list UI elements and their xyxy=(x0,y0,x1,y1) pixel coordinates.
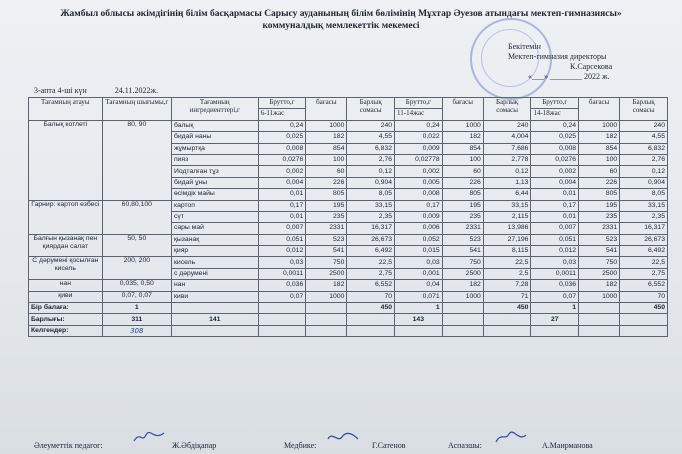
price-3: 2500 xyxy=(579,268,620,279)
gross-3: 0,24 xyxy=(531,120,579,131)
shipment-value: 308 xyxy=(102,325,171,336)
sum-3: 2,75 xyxy=(620,268,668,279)
age-group-2: 11-14жас xyxy=(395,109,443,120)
sum-1: 70 xyxy=(347,291,395,302)
per-child-sum-3: 450 xyxy=(620,303,668,314)
table-row xyxy=(29,200,668,211)
total-yield: 311 xyxy=(102,314,171,325)
sum-3: 2,76 xyxy=(620,154,668,165)
dish-name: Гарнир: картоп езбесі xyxy=(29,200,103,234)
price-1: 541 xyxy=(306,246,347,257)
gross-1: 0,007 xyxy=(258,223,306,234)
price-2: 805 xyxy=(442,189,483,200)
sum-1: 2,35 xyxy=(347,211,395,222)
sum-1: 6,492 xyxy=(347,246,395,257)
sum-2: 2,778 xyxy=(483,154,531,165)
price-3: 100 xyxy=(579,154,620,165)
sum-2: 27,196 xyxy=(483,234,531,245)
gross-1: 0,24 xyxy=(258,120,306,131)
price-2: 195 xyxy=(442,200,483,211)
sum-1: 16,317 xyxy=(347,223,395,234)
total-gross-2: 143 xyxy=(395,314,443,325)
sum-1: 2,76 xyxy=(347,154,395,165)
ingredient: өсімдік майы xyxy=(171,189,258,200)
approval-date: «___» ________ 2022 ж. xyxy=(528,72,610,81)
ingredient: пияз xyxy=(171,154,258,165)
price-1: 523 xyxy=(306,234,347,245)
gross-3: 0,012 xyxy=(531,246,579,257)
sum-2: 240 xyxy=(483,120,531,131)
price-1: 854 xyxy=(306,143,347,154)
sum-3: 8,05 xyxy=(620,189,668,200)
menu-table-body xyxy=(29,120,668,302)
gross-3: 0,051 xyxy=(531,234,579,245)
gross-3: 0,07 xyxy=(531,291,579,302)
header-line-1: Жамбыл облысы әкімдігінің білім басқармасы Сарысу ауданының білім бөлімінің Мұхтар Әуезов атындағы мектеп-гимназиясы» xyxy=(60,9,622,19)
sum-3: 0,904 xyxy=(620,177,668,188)
price-3: 2331 xyxy=(579,223,620,234)
price-2: 1000 xyxy=(442,120,483,131)
ingredient: кисель xyxy=(171,257,258,268)
price-3: 60 xyxy=(579,166,620,177)
gross-1: 0,0011 xyxy=(258,268,306,279)
sum-1: 240 xyxy=(347,120,395,131)
gross-2: 0,005 xyxy=(395,177,443,188)
gross-1: 0,01 xyxy=(258,211,306,222)
header-line-2: коммуналдық мемлекеттік мекемесі xyxy=(262,21,420,31)
price-2: 2500 xyxy=(442,268,483,279)
gross-1: 0,004 xyxy=(258,177,306,188)
document-header xyxy=(0,8,682,32)
price-3: 523 xyxy=(579,234,620,245)
price-3: 235 xyxy=(579,211,620,222)
per-child-sum-2: 450 xyxy=(483,303,531,314)
gross-2: 0,02778 xyxy=(395,154,443,165)
table-row xyxy=(29,234,668,245)
gross-2: 0,17 xyxy=(395,200,443,211)
dish-name: нан xyxy=(29,280,103,291)
dish-yield: 60,80,100 xyxy=(102,200,171,234)
col-price-1: бағасы xyxy=(306,98,347,121)
gross-1: 0,07 xyxy=(258,291,306,302)
gross-3: 0,0011 xyxy=(531,268,579,279)
col-price-2: бағасы xyxy=(442,98,483,121)
sum-3: 26,673 xyxy=(620,234,668,245)
gross-3: 0,03 xyxy=(531,257,579,268)
pedagogue-label: Әлеуметтік педагог: xyxy=(34,441,103,450)
sum-2: 2,115 xyxy=(483,211,531,222)
ingredient: сары май xyxy=(171,223,258,234)
sum-3: 0,12 xyxy=(620,166,668,177)
table-row xyxy=(29,280,668,291)
ingredient: нан xyxy=(171,280,258,291)
sum-1: 33,15 xyxy=(347,200,395,211)
sum-3: 2,35 xyxy=(620,211,668,222)
sum-2: 13,986 xyxy=(483,223,531,234)
cook-label: Аспазшы: xyxy=(448,441,482,450)
col-sum-1: Барлық сомасы xyxy=(347,98,395,121)
gross-3: 0,025 xyxy=(531,132,579,143)
gross-1: 0,17 xyxy=(258,200,306,211)
sum-3: 70 xyxy=(620,291,668,302)
sum-3: 6,492 xyxy=(620,246,668,257)
price-3: 854 xyxy=(579,143,620,154)
price-2: 1000 xyxy=(442,291,483,302)
price-3: 195 xyxy=(579,200,620,211)
per-child-label: Бір балаға: xyxy=(29,303,103,314)
per-child-gross-2: 1 xyxy=(395,303,443,314)
dish-name: Балғын қызанақ пен қиярдан салат xyxy=(29,234,103,257)
col-gross-3: Брутто,г xyxy=(531,98,579,109)
gross-3: 0,036 xyxy=(531,280,579,291)
price-1: 226 xyxy=(306,177,347,188)
sum-3: 16,317 xyxy=(620,223,668,234)
gross-2: 0,009 xyxy=(395,143,443,154)
total-label: Барлығы: xyxy=(29,314,103,325)
gross-2: 0,001 xyxy=(395,268,443,279)
nurse-signature xyxy=(326,429,360,445)
price-1: 1000 xyxy=(306,120,347,131)
ingredient: картоп xyxy=(171,200,258,211)
price-3: 1000 xyxy=(579,291,620,302)
gross-1: 0,002 xyxy=(258,166,306,177)
sum-2: 7,686 xyxy=(483,143,531,154)
table-row xyxy=(29,257,668,268)
sum-3: 6,552 xyxy=(620,280,668,291)
gross-1: 0,025 xyxy=(258,132,306,143)
price-2: 2331 xyxy=(442,223,483,234)
price-2: 182 xyxy=(442,280,483,291)
ingredient: қияр xyxy=(171,246,258,257)
cook-signature xyxy=(494,429,528,445)
sum-2: 33,15 xyxy=(483,200,531,211)
sum-2: 8,115 xyxy=(483,246,531,257)
dish-yield: 50, 50 xyxy=(102,234,171,257)
price-1: 2331 xyxy=(306,223,347,234)
gross-2: 0,052 xyxy=(395,234,443,245)
price-1: 100 xyxy=(306,154,347,165)
price-2: 750 xyxy=(442,257,483,268)
gross-3: 0,0276 xyxy=(531,154,579,165)
price-3: 226 xyxy=(579,177,620,188)
cook-name: А.Маирманова xyxy=(542,441,593,450)
price-3: 182 xyxy=(579,280,620,291)
gross-1: 0,008 xyxy=(258,143,306,154)
per-child-gross-3: 1 xyxy=(531,303,579,314)
sum-1: 8,05 xyxy=(347,189,395,200)
ingredient: с дәрумені xyxy=(171,268,258,279)
price-1: 1000 xyxy=(306,291,347,302)
table-row xyxy=(29,120,668,131)
price-2: 541 xyxy=(442,246,483,257)
total-row xyxy=(29,314,668,325)
price-1: 235 xyxy=(306,211,347,222)
menu-table xyxy=(28,97,668,337)
gross-3: 0,002 xyxy=(531,166,579,177)
price-1: 2500 xyxy=(306,268,347,279)
sum-1: 0,904 xyxy=(347,177,395,188)
price-2: 226 xyxy=(442,177,483,188)
sum-1: 22,5 xyxy=(347,257,395,268)
gross-2: 0,006 xyxy=(395,223,443,234)
price-1: 60 xyxy=(306,166,347,177)
sum-3: 22,5 xyxy=(620,257,668,268)
gross-3: 0,01 xyxy=(531,211,579,222)
sum-1: 0,12 xyxy=(347,166,395,177)
gross-2: 0,24 xyxy=(395,120,443,131)
gross-1: 0,01 xyxy=(258,189,306,200)
gross-2: 0,015 xyxy=(395,246,443,257)
gross-2: 0,009 xyxy=(395,211,443,222)
price-3: 1000 xyxy=(579,120,620,131)
price-2: 854 xyxy=(442,143,483,154)
col-price-3: бағасы xyxy=(579,98,620,121)
sum-2: 4,004 xyxy=(483,132,531,143)
gross-3: 0,008 xyxy=(531,143,579,154)
menu-meta xyxy=(34,86,184,95)
gross-2: 0,008 xyxy=(395,189,443,200)
price-1: 182 xyxy=(306,280,347,291)
sum-2: 0,12 xyxy=(483,166,531,177)
total-ingredient: 141 xyxy=(171,314,258,325)
per-child-row xyxy=(29,303,668,314)
sum-1: 6,552 xyxy=(347,280,395,291)
gross-1: 0,0276 xyxy=(258,154,306,165)
shipment-label: Келгендер: xyxy=(29,325,103,336)
sum-3: 6,832 xyxy=(620,143,668,154)
pedagogue-signature xyxy=(132,429,166,445)
ingredient: сүт xyxy=(171,211,258,222)
table-header-row xyxy=(29,98,668,109)
sum-1: 26,673 xyxy=(347,234,395,245)
price-2: 523 xyxy=(442,234,483,245)
gross-1: 0,051 xyxy=(258,234,306,245)
total-gross-3: 27 xyxy=(531,314,579,325)
gross-1: 0,036 xyxy=(258,280,306,291)
col-gross-2: Брутто,г xyxy=(395,98,443,109)
col-dish: Тағамның атауы xyxy=(29,98,103,121)
gross-2: 0,071 xyxy=(395,291,443,302)
col-gross-1: Брутто,г xyxy=(258,98,306,109)
price-2: 60 xyxy=(442,166,483,177)
dish-yield: 80, 90 xyxy=(102,120,171,200)
sum-2: 6,44 xyxy=(483,189,531,200)
price-2: 182 xyxy=(442,132,483,143)
ingredient: жұмыртқа xyxy=(171,143,258,154)
gross-3: 0,004 xyxy=(531,177,579,188)
ingredient: киви xyxy=(171,291,258,302)
dish-name: Балық котлеті xyxy=(29,120,103,200)
age-group-1: 6-11жас xyxy=(258,109,306,120)
ingredient: Иодталған тұз xyxy=(171,166,258,177)
price-1: 182 xyxy=(306,132,347,143)
ingredient: бидай наны xyxy=(171,132,258,143)
sum-3: 33,15 xyxy=(620,200,668,211)
gross-2: 0,03 xyxy=(395,257,443,268)
gross-2: 0,002 xyxy=(395,166,443,177)
per-child-yield: 1 xyxy=(102,303,171,314)
sum-1: 2,75 xyxy=(347,268,395,279)
price-1: 195 xyxy=(306,200,347,211)
approval-title: Бекітемін xyxy=(508,42,541,51)
price-3: 541 xyxy=(579,246,620,257)
pedagogue-name: Ж.Әбдіқапар xyxy=(172,441,217,450)
sum-2: 7,28 xyxy=(483,280,531,291)
sum-2: 1,13 xyxy=(483,177,531,188)
sum-2: 71 xyxy=(483,291,531,302)
price-3: 805 xyxy=(579,189,620,200)
approval-block xyxy=(508,42,668,82)
col-ingredient: Тағамның ингредиенттері,г xyxy=(171,98,258,121)
price-1: 805 xyxy=(306,189,347,200)
ingredient: бидай ұны xyxy=(171,177,258,188)
totals-body xyxy=(29,303,668,337)
sum-2: 2,5 xyxy=(483,268,531,279)
price-2: 100 xyxy=(442,154,483,165)
gross-1: 0,03 xyxy=(258,257,306,268)
age-group-3: 14-18жас xyxy=(531,109,579,120)
sum-3: 4,55 xyxy=(620,132,668,143)
ingredient: қызанақ xyxy=(171,234,258,245)
sum-1: 6,832 xyxy=(347,143,395,154)
col-sum-3: Барлық сомасы xyxy=(620,98,668,121)
nurse-name: Г.Сатенов xyxy=(372,441,406,450)
gross-3: 0,01 xyxy=(531,189,579,200)
dish-yield: 200, 200 xyxy=(102,257,171,280)
col-sum-2: Барлық сомасы xyxy=(483,98,531,121)
gross-1: 0,012 xyxy=(258,246,306,257)
price-3: 182 xyxy=(579,132,620,143)
price-3: 750 xyxy=(579,257,620,268)
approval-position: Мектеп-гимназия директоры xyxy=(508,52,607,61)
sum-2: 22,5 xyxy=(483,257,531,268)
price-2: 235 xyxy=(442,211,483,222)
week-day-label: 3-апта 4-ші күн xyxy=(34,86,87,95)
table-row xyxy=(29,291,668,302)
sum-1: 4,55 xyxy=(347,132,395,143)
dish-name: С дәрумені қосылған кисель xyxy=(29,257,103,280)
gross-2: 0,04 xyxy=(395,280,443,291)
menu-date: 24.11.2022ж. xyxy=(114,86,158,95)
approval-director-name: К.Сарсекова xyxy=(570,62,613,71)
per-child-sum-1: 450 xyxy=(347,303,395,314)
col-yield: Тағамның шығымы,г xyxy=(102,98,171,121)
dish-yield: 0,035, 0,50 xyxy=(102,280,171,291)
nurse-label: Медбике: xyxy=(284,441,317,450)
sum-3: 240 xyxy=(620,120,668,131)
ingredient: балық xyxy=(171,120,258,131)
shipment-row xyxy=(29,325,668,336)
dish-yield: 0,07, 0,07 xyxy=(102,291,171,302)
price-1: 750 xyxy=(306,257,347,268)
gross-3: 0,007 xyxy=(531,223,579,234)
dish-name: қиви xyxy=(29,291,103,302)
gross-2: 0,022 xyxy=(395,132,443,143)
gross-3: 0,17 xyxy=(531,200,579,211)
